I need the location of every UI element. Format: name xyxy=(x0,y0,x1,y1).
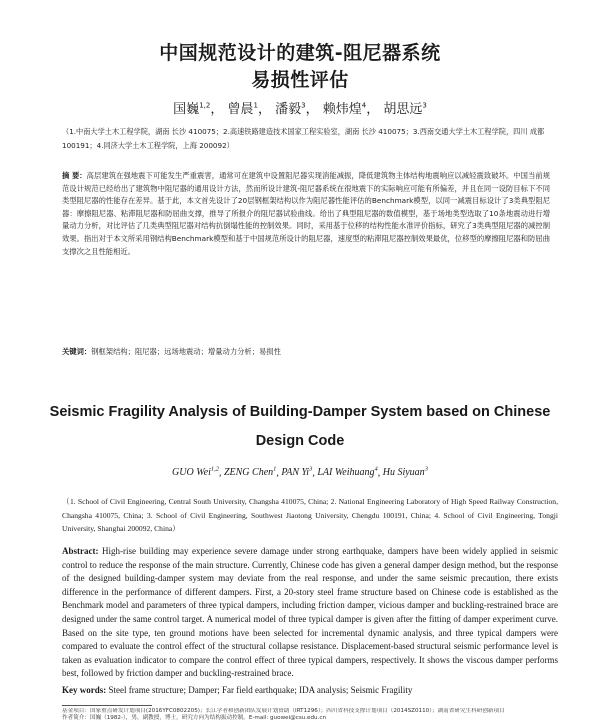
english-author-list: GUO Wei$^{1,2}$, ZENG Chen$^1$, PAN Yi$^3$, LAI Weihuang$^4$, Hu Siyuan$^3$ xyxy=(172,466,428,479)
chinese-affiliations: （1.中南大学土木工程学院，湖南 长沙 410075；2.高速铁路建造技术国家工程实验室，湖南 长沙 410075；3.西南交通大学土木工程学院，四川 成都 100191；4.同济大学土木工程学院，上海 200092） xyxy=(62,127,545,150)
author-en: Hu Siyuan$^3$ xyxy=(382,466,428,479)
chinese-title xyxy=(0,40,600,94)
chinese-abstract-text: 高层建筑在强地震下可能发生严重震害，通常可在建筑中设置阻尼器实现消能减振，降低建筑物主体结构地震响应以减轻震致破坏。中国当前规范设计规范已经给出了建筑物中阻尼器的通用设计方法，然而所设计建筑-阻尼器系统在很地震下的实际响应可能有所偏差，并且在同一设防目标下不同类型阻尼器的性能存在差异。基于此，本文首先设计了20层钢框架结构以作为阻尼器性能评估的Benchmark模型，以同一减震目标设计了3类典型阻尼器：摩擦阻尼器、粘滞阻尼器和防屈曲支撑，推导了所报介的阻尼器试验曲线。给出了典型阻尼器的数值模型，基于场地类型选取了10条地震动进行增量动力分析，对比评估了几类典型阻尼器对结构抗倒塌性能的控制效果。同时，采用基于位移的结构性能水准评价指标，研究了3类典型阻尼器的减控制效果。指出对于本文所采用钢结构Benchmark模型和基于中国规范所设计的阻尼器，速度型的粘滞阻尼器控制效果最优，位移型的摩擦阻尼器和防屈曲支撑次之且性能相近。 xyxy=(62,171,550,256)
author-en: PAN Yi$^3$ xyxy=(281,466,313,479)
footnote-line-2: 作者简介：国巍（1982-），男，副教授，博士，研究方向为结构振动控制。E-mail: guowei@csu.edu.cn xyxy=(62,715,326,721)
chinese-author-list: 国巍$^{1,2}$， 曾晨$^1$， 潘毅$^3$， 赖炜煌$^4$， 胡思远$^3$ xyxy=(173,101,427,117)
author-en: LAI Weihuang$^4$ xyxy=(317,466,378,479)
chinese-abstract-label: 摘 要： xyxy=(62,171,87,180)
english-keywords xyxy=(62,684,558,696)
chinese-title-line-2: 易损性评估 xyxy=(251,69,349,91)
chinese-keywords-label: 关键词： xyxy=(62,347,92,356)
english-keywords-label: Key words: xyxy=(62,685,107,695)
english-abstract-label: Abstract: xyxy=(62,546,99,556)
english-abstract-text: High-rise building may experience severe damage under strong earthquake, dampers have been widely applied in seismic control to reduce the response of the main structure. Currently, Chinese code has given a general damper design method, but the response of the designed building-damper system may deviate from the real response, and under the same seismic precaution, there exists difference in the performance of different dampers. First, a 20-story steel frame structure based on Chinese code is established as the Benchmark model and parameters of three typical dampers, including friction damper, vicious damper and buckling-restrained brace are designed under the same control target. A numerical model of three typical damper is given after the fitting of damper experiment curve. Based on the site type, ten ground motions have been selected for incremental dynamic analysis, and three typical dampers were compared to evaluate the control effect of the structural collapse resistance. Displacement-based structural seismic performance level is taken as evaluation indicator to compare the control effect of three typical dampers, respectively. It shows the viscous damper performs best, followed by friction damper and buckling-restrained brace. xyxy=(62,546,559,679)
english-title-line-2: Design Code xyxy=(255,433,345,449)
chinese-abstract xyxy=(62,170,550,258)
chinese-keywords-text: 钢框架结构；阻尼器；远场地震动；增量动力分析；易损性 xyxy=(91,347,281,356)
chinese-keywords xyxy=(62,346,550,358)
english-title xyxy=(40,398,560,456)
english-title-line-1: Seismic Fragility Analysis of Building-Damper System based on Chinese xyxy=(49,404,551,420)
chinese-title-line-1: 中国规范设计的建筑-阻尼器系统 xyxy=(159,42,441,64)
author-cn: 潘毅$^3$ xyxy=(275,101,306,117)
english-affiliations: （1. School of Civil Engineering, Central South University, Changsha 410075, China; 2. National Engineering Laboratory of High Speed Railway Construction, Changsha 410075, China; 3. School of Civil Engineering, Southwest Jiaotong University, Chengdu 100191, China; 4. School of Civil Engineering, Tongji University, Shanghai 200092, China） xyxy=(62,497,558,533)
author-cn: 赖炜煌$^4$ xyxy=(322,101,367,117)
author-en: ZENG Chen$^1$ xyxy=(223,466,277,479)
funding-footnote xyxy=(62,708,558,721)
author-cn: 胡思远$^3$ xyxy=(383,101,427,117)
author-cn: 曾晨$^1$ xyxy=(227,101,258,117)
footnote-line-1: 基金项目：国家重点研发计划项目(2016YFC0802205)；长江学者和创新团队发展计划资助（IRT1296）；四川省科技支撑计划项目（2014SZ0110）；湖南省研究生科研创新项目 xyxy=(62,708,505,714)
english-keywords-text: Steel frame structure; Damper; Far field earthquake; IDA analysis; Seismic Fragility xyxy=(108,685,413,695)
english-abstract xyxy=(62,545,558,681)
author-en: GUO Wei$^{1,2}$ xyxy=(172,466,219,479)
author-cn: 国巍$^{1,2}$ xyxy=(173,101,211,117)
footnote-divider xyxy=(62,705,152,706)
